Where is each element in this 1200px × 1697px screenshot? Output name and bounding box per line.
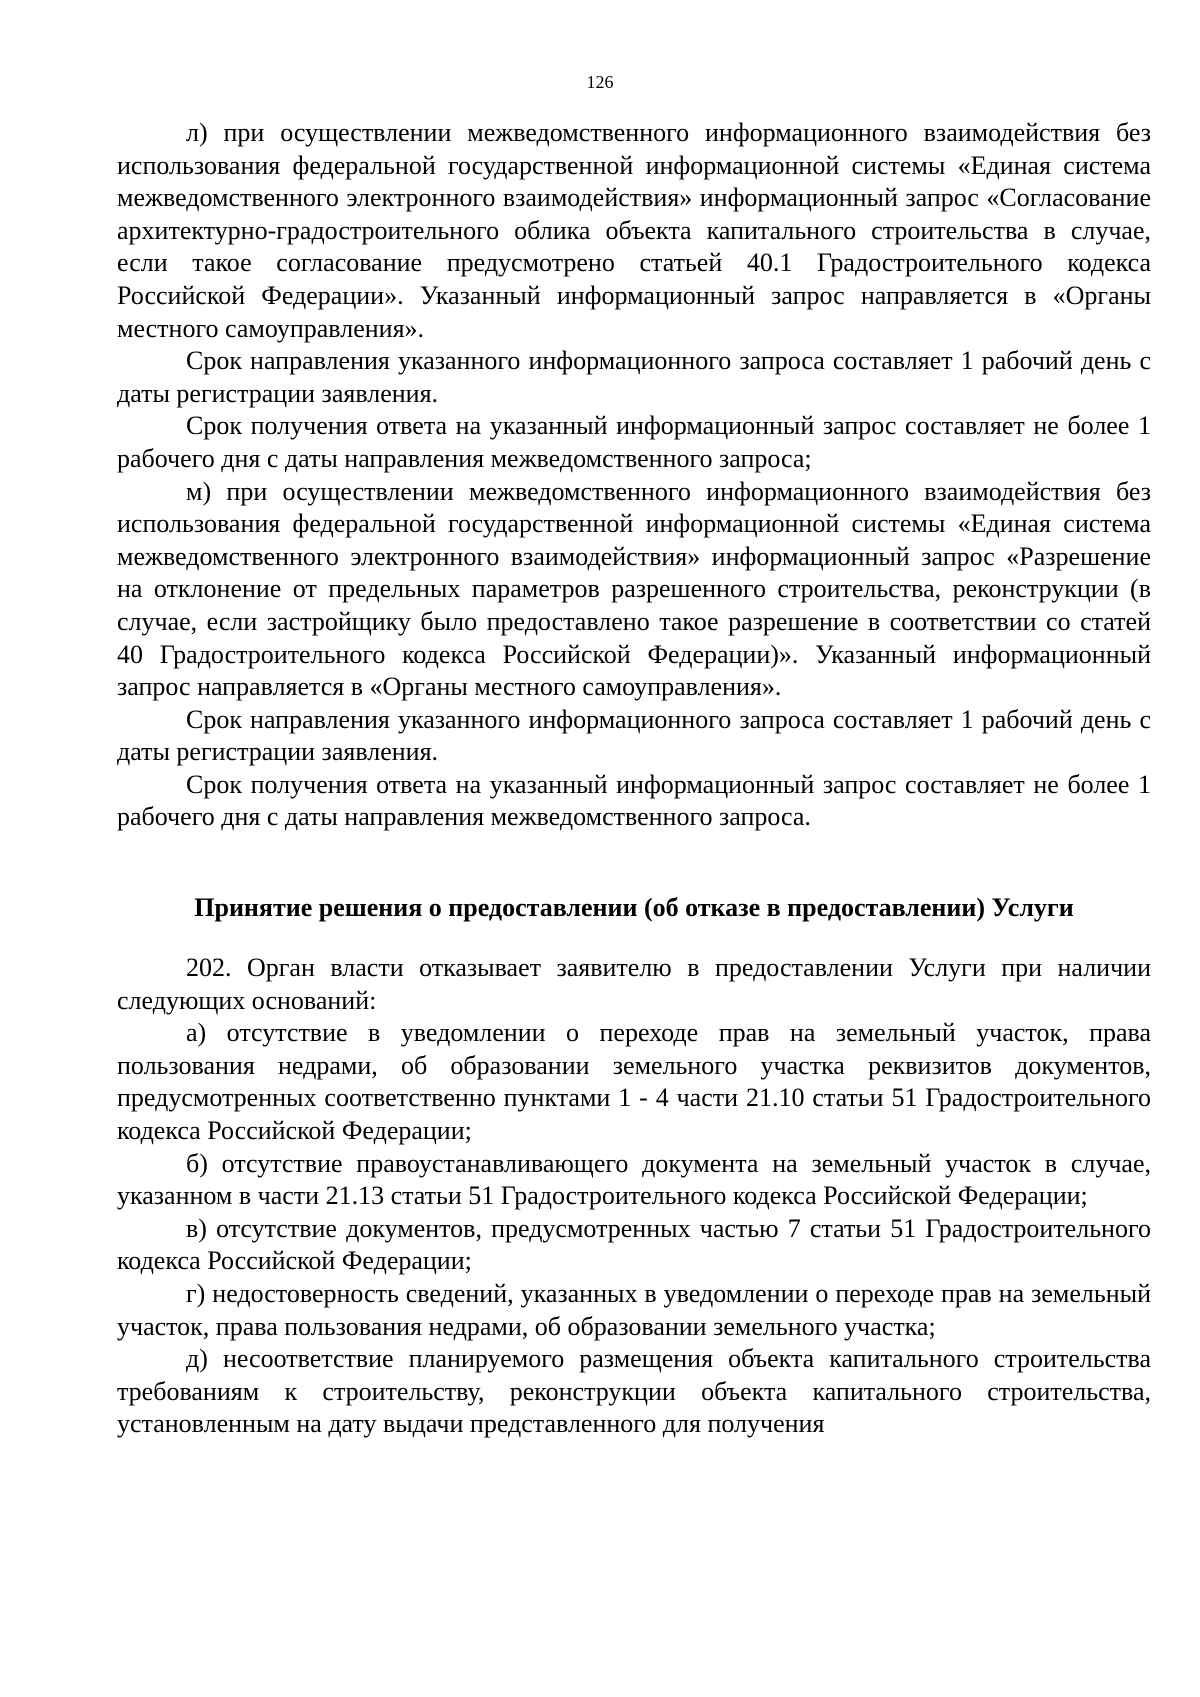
paragraph-request-deadline: Срок направления указанного информационного запроса составляет 1 рабочий день с даты регистрации заявления. [117, 346, 1151, 408]
paragraph-item-g: г) недостоверность сведений, указанных в уведомлении о переходе прав на земельный участок, права пользования недрами, об образовании земельного участка; [117, 1279, 1151, 1341]
paragraph-item-b: б) отсутствие правоустанавливающего документа на земельный участок в случае, указанном в части 21.13 статьи 51 Градостроительного кодекса Российской Федерации; [117, 1148, 1151, 1211]
page-number: 126 [586, 72, 614, 92]
paragraph-item-v: в) отсутствие документов, предусмотренных частью 7 статьи 51 Градостроительного кодекса Российской Федерации; [117, 1213, 1151, 1276]
paragraph-response-deadline: Срок получения ответа на указанный информационный запрос составляет не более 1 рабочего дня с даты направления межведомственного запроса; [117, 411, 1151, 473]
paragraph-item-m: м) при осуществлении межведомственного информационного взаимодействия без использования федеральной государственной информационной системы «Единая система межведомственного электронного взаимодействия» информационный запрос «Разрешение на отклонение от предельных параметров разрешенного строительства, реконструкции (в случае, если застройщику было предоставлено такое разрешение в соответствии со статей 40 Градостроительного кодекса Российской Федерации)». Указанный информационный запрос направляется в «Органы местного самоуправления». [117, 476, 1151, 702]
paragraph-request-deadline: Срок направления указанного информационного запроса составляет 1 рабочий день с даты регистрации заявления. [117, 704, 1151, 767]
paragraph-response-deadline: Срок получения ответа на указанный информационный запрос составляет не более 1 рабочего дня с даты направления межведомственного запроса. [117, 769, 1151, 832]
paragraph-item-d: д) несоответствие планируемого размещения объекта капитального строительства требованиям к строительству, реконструкции объекта капитального строительства, установленным на дату выдачи представленного для получения [117, 1344, 1151, 1439]
paragraph-item-a: а) отсутствие в уведомлении о переходе прав на земельный участок, права пользования недрами, об образовании земельного участка реквизитов документов, предусмотренных соответственно пунктами 1 - 4 части 21.10 статьи 51 Градостроительного кодекса Российской Федерации; [117, 1018, 1151, 1146]
section-heading: Принятие решения о предоставлении (об отказе в предоставлении) Услуги [194, 893, 1074, 923]
document-body [117, 117, 1151, 1441]
paragraph-item-l: л) при осуществлении межведомственного информационного взаимодействия без использования федеральной государственной информационной системы «Единая система межведомственного электронного взаимодействия» информационный запрос «Согласование архитектурно-градостроительного облика объекта капитального строительства в случае, если такое согласование предусмотрено статьей 40.1 Градостроительного кодекса Российской Федерации». Указанный информационный запрос направляется в «Органы местного самоуправления». [117, 118, 1151, 343]
paragraph-202: 202. Орган власти отказывает заявителю в предоставлении Услуги при наличии следующих оснований: [117, 953, 1151, 1015]
